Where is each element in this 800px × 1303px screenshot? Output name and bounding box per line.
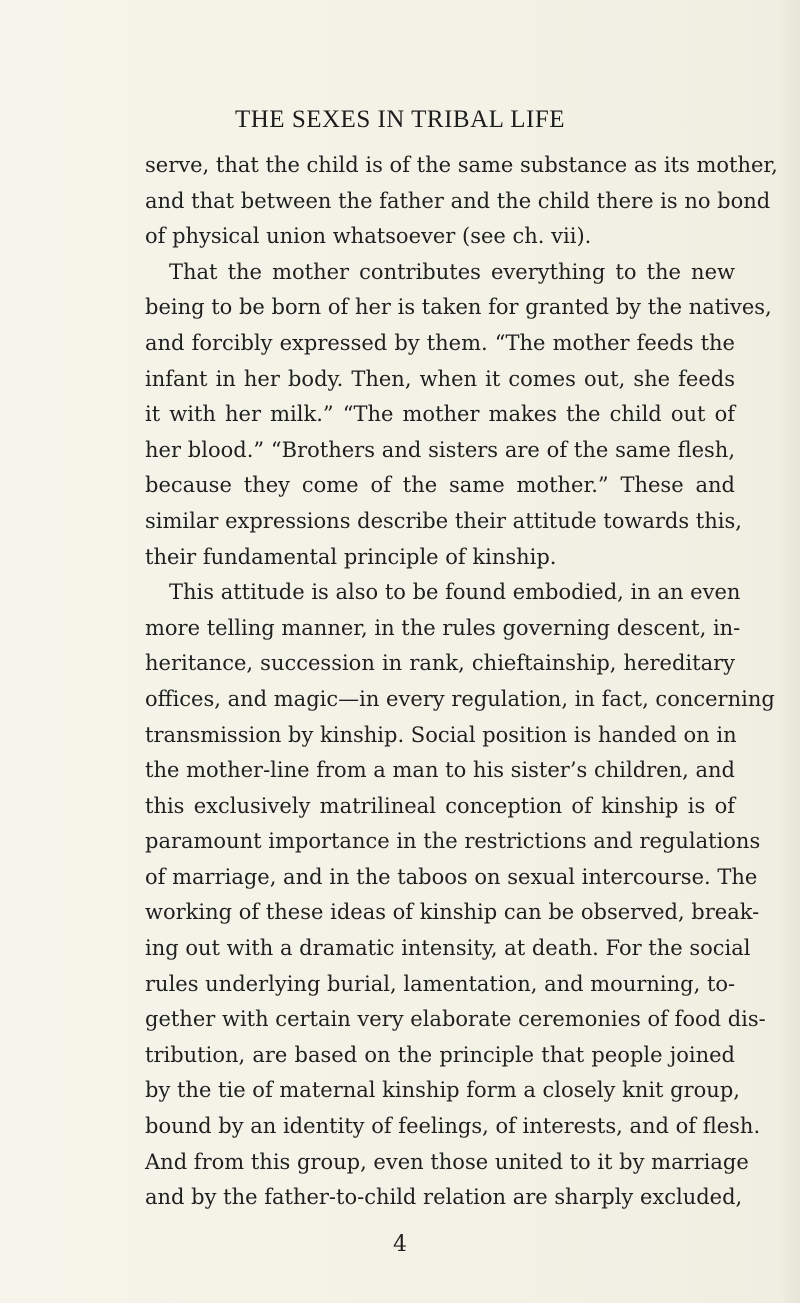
text-line: similar expressions describe their attitude towards this,	[145, 508, 742, 533]
text-line: And from this group, even those united to it by marriage	[145, 1149, 749, 1174]
text-line: and forcibly expressed by them. “The mother feeds the	[145, 330, 735, 355]
text-line: paramount importance in the restrictions and regulations	[145, 829, 761, 854]
text-line: of marriage, and in the taboos on sexual intercourse. The	[145, 864, 758, 889]
text-line: by the tie of maternal kinship form a closely knit group,	[145, 1078, 740, 1103]
body-text	[145, 148, 778, 1216]
text-line: offices, and magic—in every regulation, in fact, concerning	[145, 686, 775, 711]
text-line: working of these ideas of kinship can be observed, break-	[145, 900, 760, 925]
text-line: This attitude is also to be found embodied, in an even	[169, 580, 741, 605]
text-line: heritance, succession in rank, chieftainship, hereditary	[145, 651, 735, 676]
page-edge-shadow	[780, 0, 800, 1303]
text-line: her blood.” “Brothers and sisters are of the same flesh,	[145, 437, 735, 462]
text-line: infant in her body. Then, when it comes out, she feeds	[145, 366, 735, 391]
page-number: 4	[393, 1232, 407, 1257]
text-line: it with her milk.” “The mother makes the child out of	[145, 402, 735, 427]
text-line: of physical union whatsoever (see ch. vii).	[145, 224, 592, 249]
text-line: rules underlying burial, lamentation, and mourning, to-	[145, 971, 736, 996]
running-head: THE SEXES IN TRIBAL LIFE	[234, 106, 566, 133]
text-line: and by the father-to-child relation are sharply excluded,	[145, 1185, 743, 1210]
text-line: because they come of the same mother.” These and	[145, 473, 735, 498]
text-line: more telling manner, in the rules governing descent, in-	[145, 615, 741, 640]
text-line: this exclusively matrilineal conception of kinship is of	[145, 793, 735, 818]
text-line: the mother-line from a man to his sister’s children, and	[145, 758, 735, 783]
text-line: transmission by kinship. Social position is handed on in	[145, 722, 737, 747]
text-line: bound by an identity of feelings, of interests, and of flesh.	[145, 1114, 761, 1139]
text-line: gether with certain very elaborate ceremonies of food dis-	[145, 1007, 766, 1032]
text-line: and that between the father and the child there is no bond	[145, 188, 771, 213]
text-line: That the mother contributes everything to the new	[169, 259, 735, 284]
text-line: being to be born of her is taken for granted by the natives,	[145, 295, 772, 320]
text-line: serve, that the child is of the same substance as its mother,	[145, 153, 778, 177]
text-line: tribution, are based on the principle that people joined	[145, 1042, 735, 1067]
text-line: ing out with a dramatic intensity, at death. For the social	[145, 936, 751, 961]
text-line: their fundamental principle of kinship.	[145, 544, 557, 569]
